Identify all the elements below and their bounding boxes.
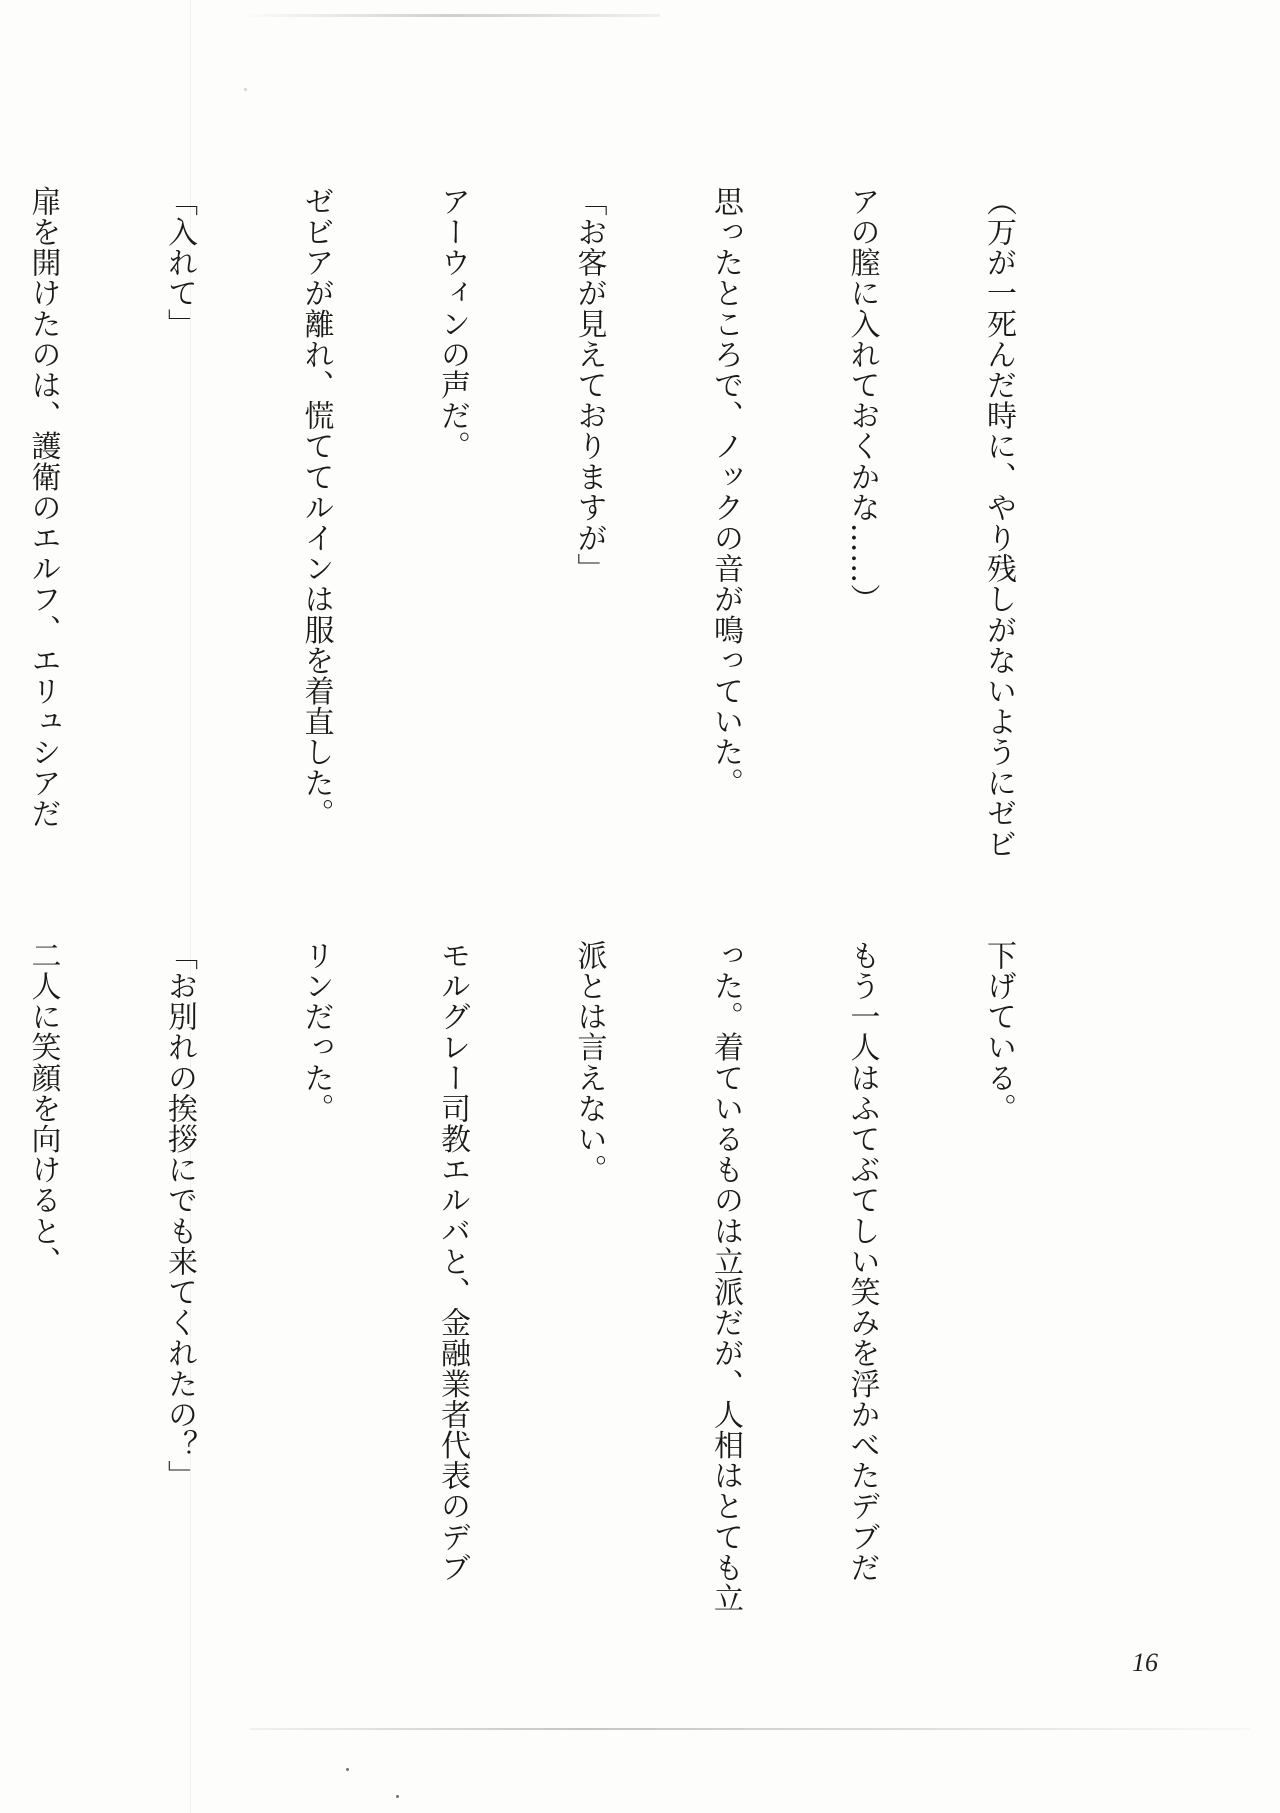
text-line: 「お客が見えておりますが」: [571, 186, 607, 584]
text-line: 「入れて」: [162, 186, 197, 339]
text-line: （万が一死んだ時に、やり残しがないようにゼビ: [981, 186, 1016, 860]
text-line: リンだった。: [298, 940, 334, 1124]
text-line: モルグレー司教エルバと、金融業者代表のデブ: [435, 940, 470, 1583]
text-line: 下げている。: [981, 940, 1016, 1124]
scan-speck: [244, 88, 247, 91]
text-line: 「お別れの挨拶にでも来てくれたの？」: [162, 940, 197, 1491]
scan-edge-bottom: [250, 1728, 1250, 1730]
text-line: ゼビアが離れ、慌ててルインは服を着直した。: [298, 186, 334, 829]
text-line: った。着ているものは立派だが、人相はとても立: [708, 940, 743, 1614]
lower-text-block: [25, 940, 1112, 1614]
text-line: もう一人はふてぶてしい笑みを浮かべたデブだ: [844, 940, 880, 1583]
page-number: 16: [1132, 1648, 1158, 1677]
text-line: 派とは言えない。: [571, 940, 607, 1185]
scan-speck: [346, 1768, 349, 1771]
text-line: アーウィンの声だ。: [435, 186, 470, 462]
upper-text-block: [25, 186, 1112, 866]
text-line: 扉を開けたのは、護衛のエルフ、エリュシアだ: [25, 186, 61, 829]
scan-edge-top: [240, 14, 660, 17]
text-line: アの膣に入れておくかな……）: [844, 186, 880, 615]
scan-speck: [396, 1795, 399, 1798]
text-line: 思ったところで、ノックの音が鳴っていた。: [708, 186, 743, 798]
text-line: 二人に笑顔を向けると、: [25, 940, 61, 1277]
